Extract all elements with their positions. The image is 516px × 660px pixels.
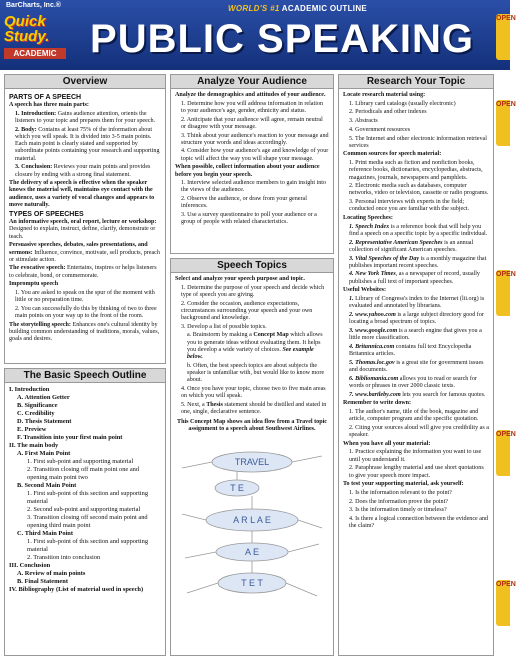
concept-map-caption: This Concept Map shows an idea flow from a Travel topic assignment to a speech about Southwest Airlines. — [177, 419, 327, 433]
outline-panel — [4, 368, 166, 656]
outline-item: 2. Transition into conclusion — [27, 554, 101, 561]
outline-item: A. First Main Point — [17, 450, 71, 457]
list-item: 2. Anticipate that your audience will agree, remain neutral or disagree with your message. — [181, 116, 323, 130]
text: a. Brainstorm by making a Concept Map which allows you to generate ideas without evaluating them. It helps you develop a wide variety of choices. See example below. — [187, 332, 323, 361]
page-title: PUBLIC SPEAKING — [90, 17, 474, 61]
concept-map-node: TRAVEL — [234, 456, 270, 467]
text: When possible, collect information about your audience before you begin your speech. — [175, 164, 320, 178]
overview-panel — [4, 74, 166, 364]
list-item: 2. Consider the occasion, audience expectations, circumstances surrounding your speech and your own background and knowledge. — [181, 300, 313, 322]
outline-item: A. Attention Getter — [17, 394, 70, 401]
outline-item: C. Third Main Point — [17, 530, 73, 537]
text: Persuasive speeches, debates, sales presentations, and sermons: Influence, convince, motivate, sell products, preach or stimulate action. — [9, 242, 160, 263]
open-tab[interactable]: OPEN — [496, 14, 510, 60]
list-item: 2. Paraphrase lengthy material and use short quotations to give your speech more impact. — [349, 465, 484, 479]
text: Select and analyze your speech purpose and topic. — [175, 276, 305, 282]
text: The delivery of a speech is effective when the speaker knows the material well, maintains eye contact with the audience, uses a variety of vocal changes and appears to move naturally. — [9, 180, 155, 208]
list-item: 1. Is the information relevant to the point? — [349, 489, 452, 496]
text: 3. Conclusion: Reviews your main points and provides closure by ending with a strong final statement. — [15, 164, 151, 178]
text: The evocative speech: Entertains, inspires or helps listeners to celebrate, bond, or commemorate. — [9, 265, 157, 279]
text: 2. Body: Contains at least 75% of the information about which you will speak. It is divided into 3-5 main points. Each main point is clearly stated and supported by subordinate points containing your research and supporting material. — [15, 126, 160, 162]
outline-item: E. Preview — [17, 426, 47, 433]
list-item: 3. www.google.com is a search engine that gives you a little more classification. — [349, 327, 482, 342]
outline-item: C. Credibility — [17, 410, 55, 417]
list-item: 2. Representative American Speeches is an annual collection of significant American speeches. — [349, 239, 474, 253]
types-heading: TYPES OF SPEECHES — [9, 211, 84, 219]
topics-heading: Speech Topics — [171, 259, 333, 273]
list-item: 3. Personal interviews with experts in the field; conducted once you are familiar with the subject. — [349, 199, 470, 213]
text: Analyze the demographics and attitudes of your audience. — [175, 92, 326, 98]
list-item: 3. Think about your audience's reaction to your message and structure your words and ideas accordingly. — [181, 132, 329, 146]
list-item: 4. Government resources — [349, 126, 411, 133]
text: When you have all your material: — [343, 440, 431, 447]
list-item: 1. Determine how you will address information in relation to your audience's age, gender, ethnicity and status. — [181, 100, 323, 114]
list-item: 1. Speech Index is a reference book that will help you find a speech on a specific topic by a specific individual. — [349, 223, 488, 237]
concept-map-node: T E — [230, 482, 244, 493]
concept-map — [177, 438, 327, 608]
text: To test your supporting material, ask yourself: — [343, 481, 464, 488]
open-tab[interactable]: OPEN — [496, 270, 510, 316]
list-item: 4. Consider how your audience's age and knowledge of your topic will affect the way you will shape your message. — [181, 148, 329, 162]
list-item: 5. The Internet and other electronic information retrieval services — [349, 135, 487, 149]
list-item: 3. Vital Speeches of the Day is a monthly magazine that publishes important recent speeches. — [349, 255, 487, 269]
text: Remember to write down: — [343, 400, 412, 407]
concept-map-node: A R L A E — [233, 514, 271, 525]
outline-item: A. Review of main points — [17, 570, 86, 577]
outline-item: IV. Bibliography (List of material used in speech) — [9, 586, 144, 593]
header-banner — [0, 0, 510, 70]
text: The storytelling speech: Enhances one's cultural identity by building common understanding of traditions, morals, values, goals and desires. — [9, 321, 160, 343]
outline-item: 2. Second sub-point and supporting material — [27, 506, 141, 513]
analyze-heading: Analyze Your Audience — [171, 75, 333, 89]
list-item: 2. Electronic media such as databases, computer networks, video or television, cassette or radio programs. — [349, 183, 489, 197]
open-tab[interactable]: OPEN — [496, 100, 510, 146]
text: Common sources for speech material: — [343, 151, 442, 158]
outline-item: III. Conclusion — [9, 562, 51, 569]
list-item: 1. Determine the purpose of your speech and decide which type of speech you are giving. — [181, 284, 325, 298]
research-heading: Research Your Topic — [339, 75, 493, 89]
research-panel — [338, 74, 494, 656]
list-item: 1. The author's name, title of the book, magazine and article, computer program and the specific quotation. — [349, 408, 479, 423]
list-item: 2. Periodicals and other indexes — [349, 109, 427, 116]
list-item: 1. Print media such as fiction and nonfiction books, reference books, dictionaries, encyclopedias, abstracts, magazines, journals, newspapers and pamphlets. — [349, 160, 483, 181]
list-item: 3. Is the information timely or timeless? — [349, 507, 447, 514]
text: 1. You are asked to speak on the spur of the moment with little or no preparation time. — [15, 290, 155, 304]
list-item: 4. Britannica.com contains full text Encyclopedia Britannica articles. — [349, 343, 472, 357]
list-item: 1. Interview selected audience members to gain insight into the views of the audience. — [181, 180, 327, 194]
concept-map-node: A E — [244, 546, 260, 557]
outline-item: D. Thesis Statement — [17, 418, 72, 425]
list-item: 5. Thomas.loc.gov is a great site for government issues and documents. — [349, 359, 484, 373]
outline-item: 1. First sub-point of this section and supporting material — [27, 490, 149, 505]
quick-study-logo: Quick Study. ACADEMIC — [4, 14, 66, 66]
list-item: 7. www.bartleby.com lets you search for famous quotes. — [349, 391, 486, 398]
outline-item: 3. Transition closing off second main point and opening third main point — [27, 514, 148, 529]
parts-heading: PARTS OF A SPEECH — [9, 94, 82, 101]
open-tab[interactable]: OPEN — [496, 430, 510, 476]
outline-heading: The Basic Speech Outline — [5, 369, 165, 383]
open-tab[interactable]: OPEN — [496, 580, 510, 626]
outline-item: B. Second Main Point — [17, 482, 77, 489]
outline-item: B. Significance — [17, 402, 58, 409]
text: b. Often, the best speech topics are about subjects the speaker is unfamiliar with, but would like to know more about. — [187, 362, 325, 384]
list-item: 3. Use a survey questionnaire to poll your audience or a group of people with related characteristics. — [181, 212, 317, 226]
outline-item: 2. Transition closing off main point one and opening main point two — [27, 466, 140, 481]
list-item: 2. Observe the audience, or draw from your general inferences. — [181, 196, 307, 210]
text: An informative speech, oral report, lecture or workshop: Designed to explain, instruct, define, clarify, demonstrate or teach. — [9, 219, 157, 240]
outline-item: F. Transition into your first main point — [17, 434, 123, 441]
list-item: 2. Does the information prove the point? — [349, 498, 448, 505]
list-item: 3. Abstracts — [349, 118, 378, 125]
text: A speech has three main parts: — [9, 102, 89, 109]
list-item: 6. Bibliomania.com allows you to read or search for words or phrases in over 2000 classic texts. — [349, 375, 477, 389]
outline-item: B. Final Statement — [17, 578, 68, 585]
overview-heading: Overview — [5, 75, 165, 89]
list-item: 4. New York Times, as a newspaper of record, usually publishes a full text of important speeches. — [349, 271, 480, 285]
text: Locating Speeches: — [343, 215, 393, 222]
text: Useful Websites: — [343, 287, 387, 294]
text: Locate research material using: — [343, 92, 426, 98]
list-item: 1. Library of Congress's index to the Internet (lii.org) is evaluated and annotated by librarians. — [349, 296, 485, 310]
concept-map-node: T E T — [241, 577, 263, 588]
analyze-panel — [170, 74, 334, 254]
outline-item: 1. First sub-point of this section and supporting material — [27, 538, 149, 553]
text: Impromptu speech — [9, 281, 59, 288]
tagline: WORLD'S #1 ACADEMIC OUTLINE — [228, 4, 368, 13]
list-item: 4. Is there a logical connection between the evidence and the claim? — [349, 516, 489, 530]
text: 5. Next, a Thesis statement should be distilled and stated in one, single, declarative sentence. — [181, 401, 327, 415]
list-item: 4. Once you have your topic, choose two to five main areas on which you will speak. — [181, 385, 326, 400]
text: 2. You can successfully do this by thinking of two to three main points on your way up to the front of the room. — [15, 305, 157, 320]
outline-item: I. Introduction — [9, 386, 50, 393]
list-item: 2. www.yahoo.com is a large subject directory good for locating a broad spectrum of topics. — [349, 311, 484, 326]
list-item: 2. Citing your sources aloud will give you credibility as a speaker. — [349, 424, 489, 439]
text: 1. Introduction: Gains audience attention, orients the listeners to your topic and prepares them for your speech. — [15, 110, 156, 125]
outline-item: II. The main body — [9, 442, 59, 449]
publisher-brand: BarCharts, Inc.® — [6, 2, 61, 9]
outline-item: 1. First sub-point and supporting material — [27, 458, 134, 465]
topics-panel — [170, 258, 334, 656]
list-item: 1. Practice explaining the information you want to use until you understand it. — [349, 449, 482, 463]
list-item: 1. Library card catalogs (usually electronic) — [349, 100, 456, 107]
list-item: 3. Develop a list of possible topics. — [181, 323, 267, 330]
